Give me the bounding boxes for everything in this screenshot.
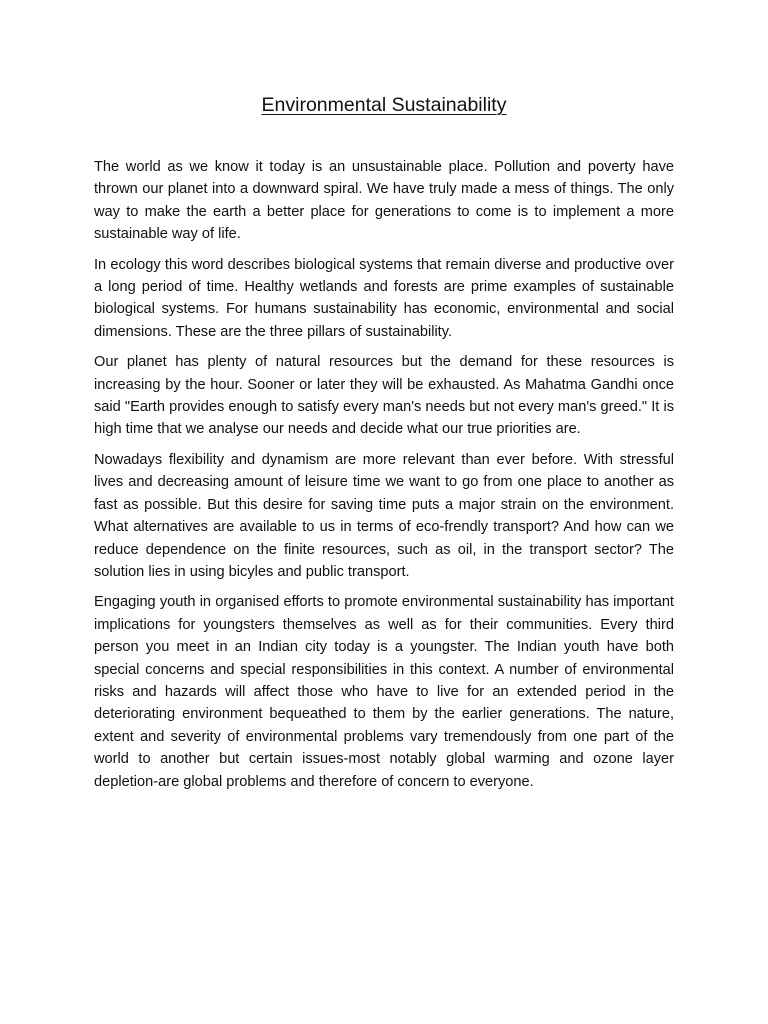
paragraph-5: Engaging youth in organised efforts to promote environmental sustainability has important implications for youngsters themselves as well as for their communities. Every third person you meet in an Indian city today is a youngster. The Indian youth have both special concerns and special responsibilities in this context. A number of environmental risks and hazards will affect those who have to live for an extended period in the deteriorating environment bequeathed to them by the earlier generations. The nature, extent and severity of environmental problems vary tremendously from one part of the world to another but certain issues-most notably global warming and ozone layer depletion-are global problems and therefore of concern to everyone. [94, 594, 674, 790]
paragraph-1: The world as we know it today is an unsustainable place. Pollution and poverty have thrown our planet into a downward spiral. We have truly made a mess of things. The only way to make the earth a better place for generations to come is to implement a more sustainable way of life. [94, 159, 674, 243]
paragraph-3: Our planet has plenty of natural resources but the demand for these resources is increasing by the hour. Sooner or later they will be exhausted. As Mahatma Gandhi once said "Earth provides enough to satisfy every man's needs but not every man's greed." It is high time that we analyse our needs and decide what our true priorities are. [94, 354, 674, 438]
paragraph-2: In ecology this word describes biological systems that remain diverse and productive over a long period of time. Healthy wetlands and forests are prime examples of sustainable biological systems. For humans sustainability has economic, environmental and social dimensions. These are the three pillars of sustainability. [94, 256, 674, 340]
document-body [94, 156, 674, 801]
paragraph-4: Nowadays flexibility and dynamism are more relevant than ever before. With stressful lives and decreasing amount of leisure time we want to go from one place to another as fast as possible. But this desire for saving time puts a major strain on the environment. What alternatives are available to us in terms of eco-frendly transport? And how can we reduce dependence on the finite resources, such as oil, in the transport sector? The solution lies in using bicyles and public transport. [94, 451, 674, 580]
document-title: Environmental Sustainability [261, 94, 507, 116]
